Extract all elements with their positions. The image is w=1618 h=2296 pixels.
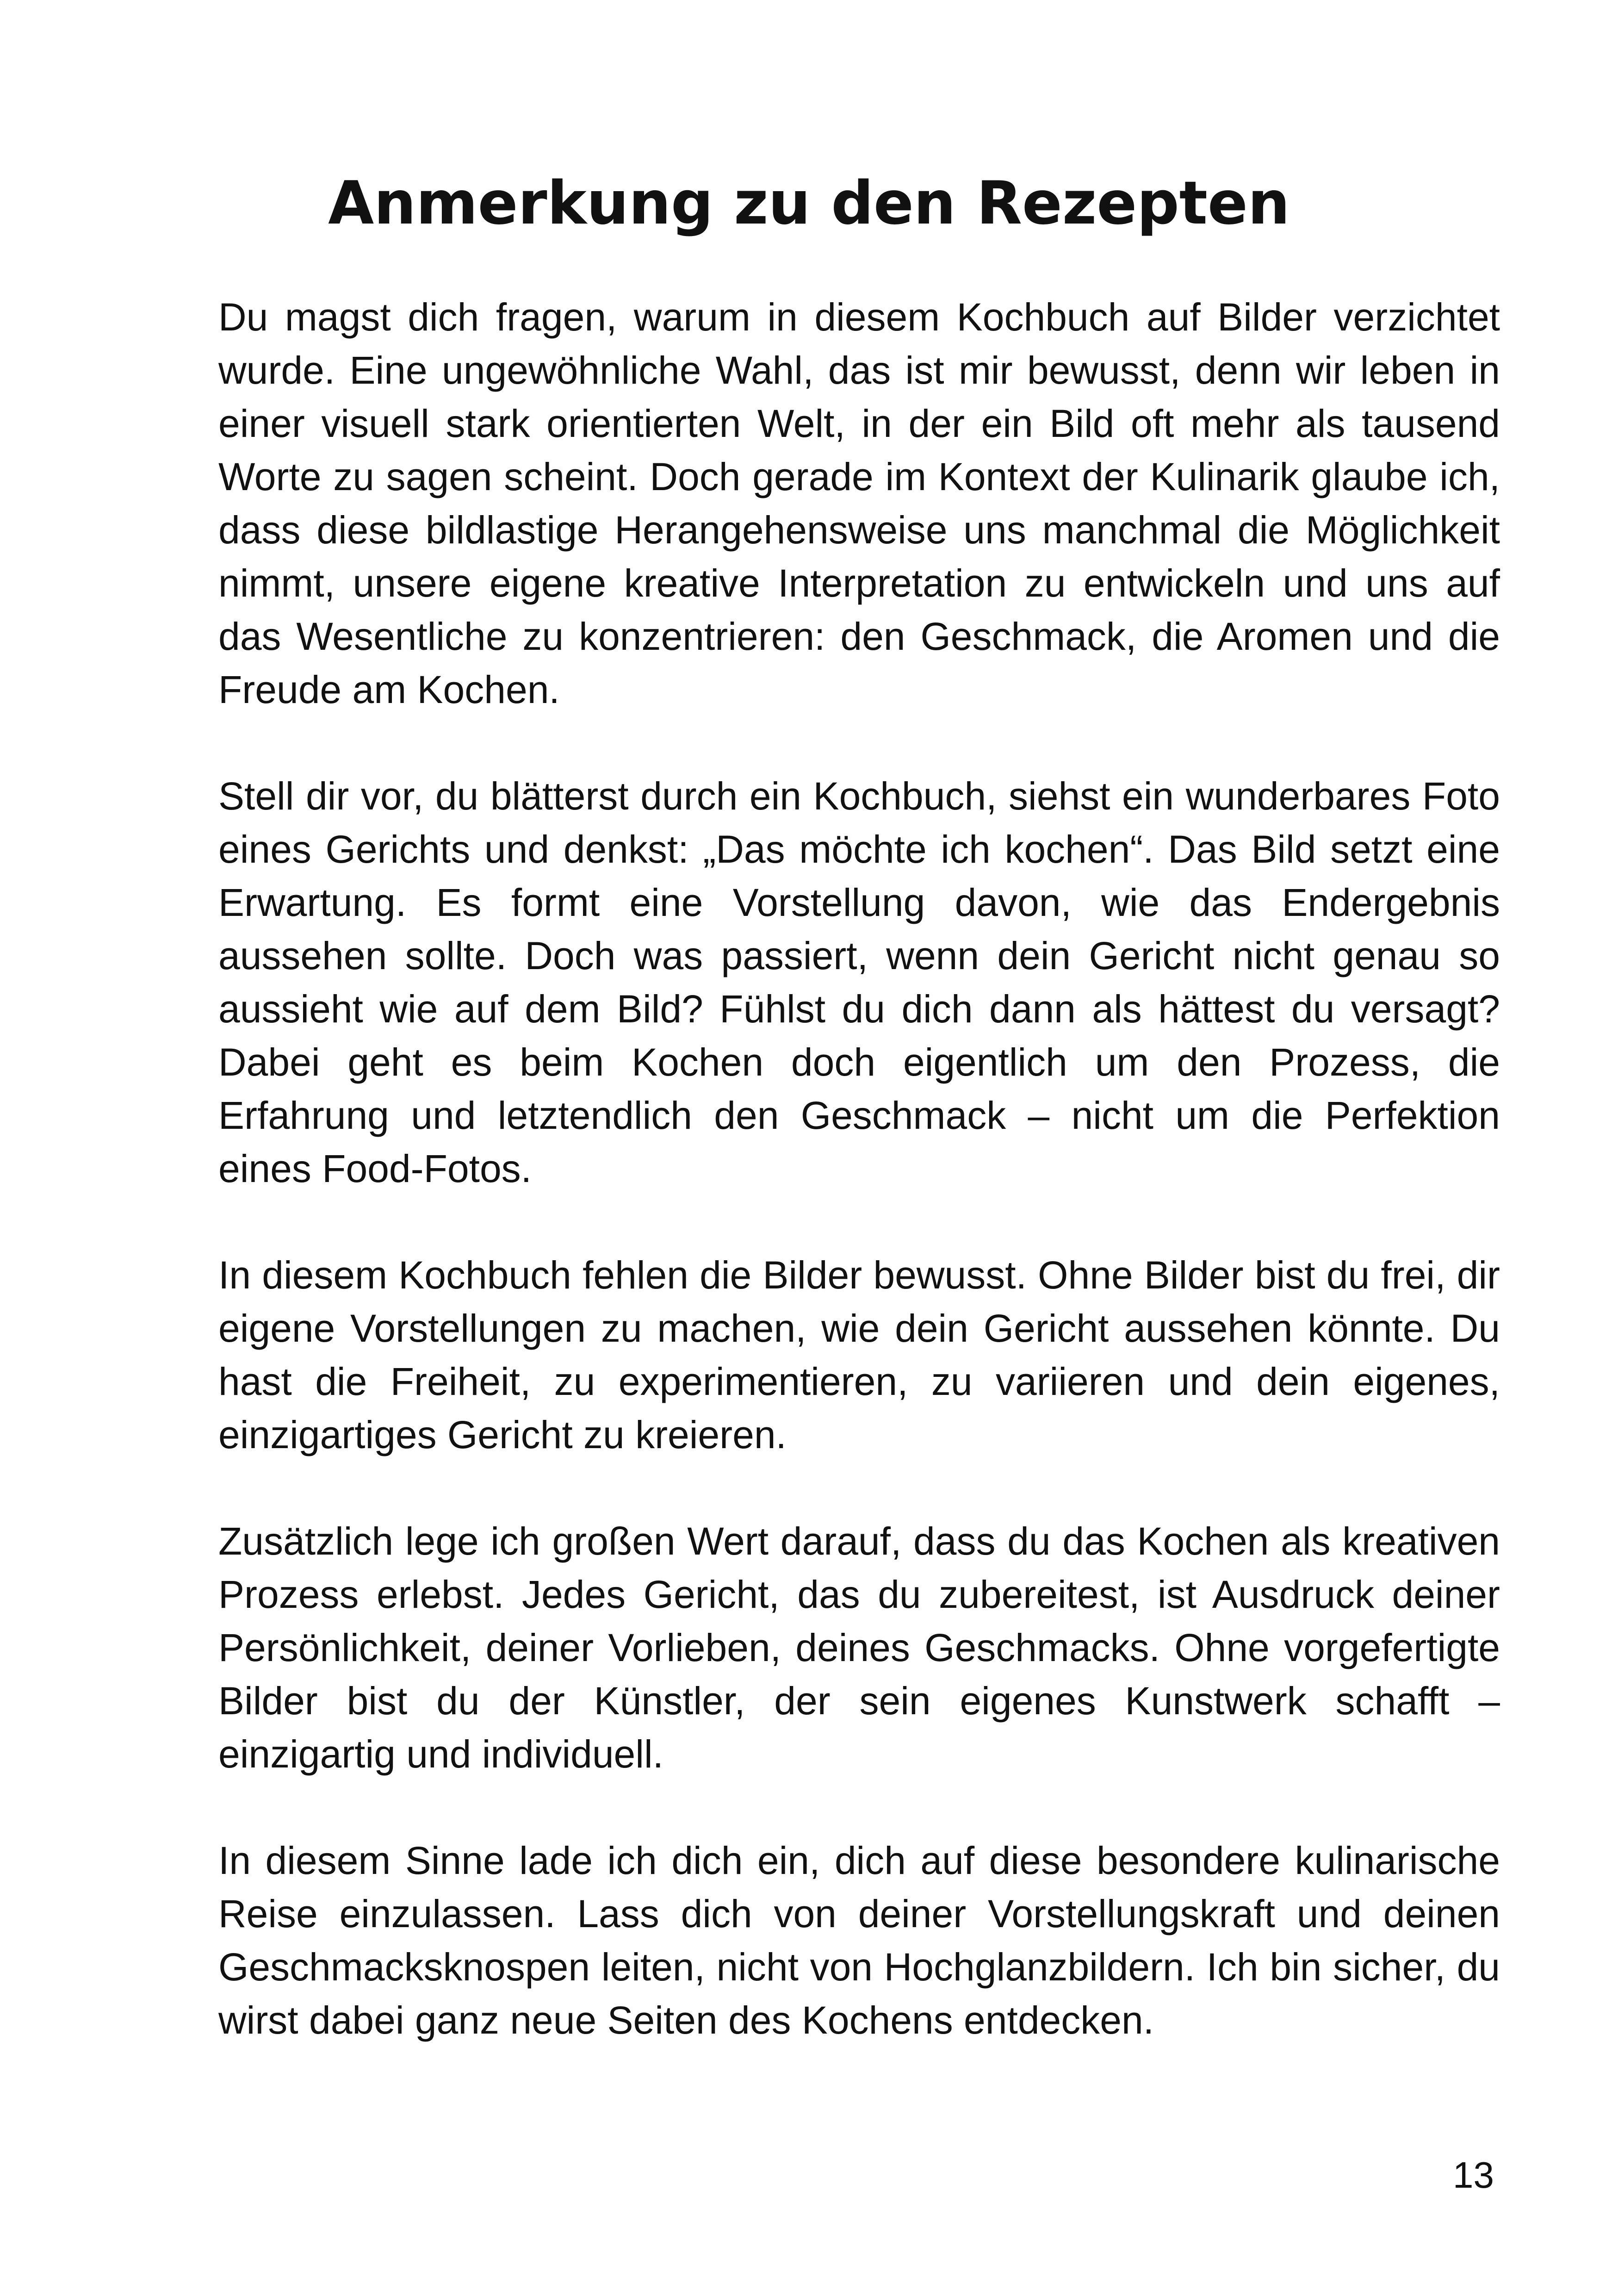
paragraph-1: Du magst dich fragen, warum in diesem Kochbuch auf Bilder verzichtet wurde. Eine ungewöhnliche Wahl, das ist mir bewusst, denn wir leben in einer visuell stark orientierten Welt, in der ein Bild oft mehr als tausend Worte zu sagen scheint. Doch gerade im Kontext der Kulinarik glaube ich, dass diese bildlastige Herangehensweise uns manchmal die Möglichkeit nimmt, unsere eigene kreative Interpretation zu entwickeln und uns auf das Wesentliche zu konzentrieren: den Geschmack, die Aromen und die Freude am Kochen. [218, 295, 1500, 711]
body-text [218, 291, 1500, 2047]
paragraph-5: In diesem Sinne lade ich dich ein, dich auf diese besondere kulinarische Reise einzulassen. Lass dich von deiner Vorstellungskraft und deinen Geschmacksknospen leiten, nicht von Hochglanzbildern. Ich bin sicher, du wirst dabei ganz neue Seiten des Kochens entdecken. [218, 1839, 1500, 2042]
paragraph-3: In diesem Kochbuch fehlen die Bilder bewusst. Ohne Bilder bist du frei, dir eigene Vorstellungen zu machen, wie dein Gericht aussehen könnte. Du hast die Freiheit, zu experimentieren, zu variieren und dein eigenes, einzigartiges Gericht zu kreieren. [218, 1253, 1500, 1456]
page-title: Anmerkung zu den Rezepten [328, 169, 1290, 238]
paragraph-2: Stell dir vor, du blätterst durch ein Kochbuch, siehst ein wunderbares Foto eines Gerichts und denkst: „Das möchte ich kochen“. Das Bild setzt eine Erwartung. Es formt eine Vorstellung davon, wie das Endergebnis aussehen sollte. Doch was passiert, wenn dein Gericht nicht genau so aussieht wie auf dem Bild? Fühlst du dich dann als hättest du versagt? Dabei geht es beim Kochen doch eigentlich um den Prozess, die Erfahrung und letztendlich den Geschmack – nicht um die Perfektion eines Food-Fotos. [218, 774, 1500, 1190]
page-number: 13 [1453, 2154, 1494, 2196]
paragraph-4: Zusätzlich lege ich großen Wert darauf, dass du das Kochen als kreativen Prozess erlebst. Jedes Gericht, das du zubereitest, ist Ausdruck deiner Persönlichkeit, deiner Vorlieben, deines Geschmacks. Ohne vorgefertigte Bilder bist du der Künstler, der sein eigenes Kunstwerk schafft – einzigartig und individuell. [218, 1519, 1500, 1776]
